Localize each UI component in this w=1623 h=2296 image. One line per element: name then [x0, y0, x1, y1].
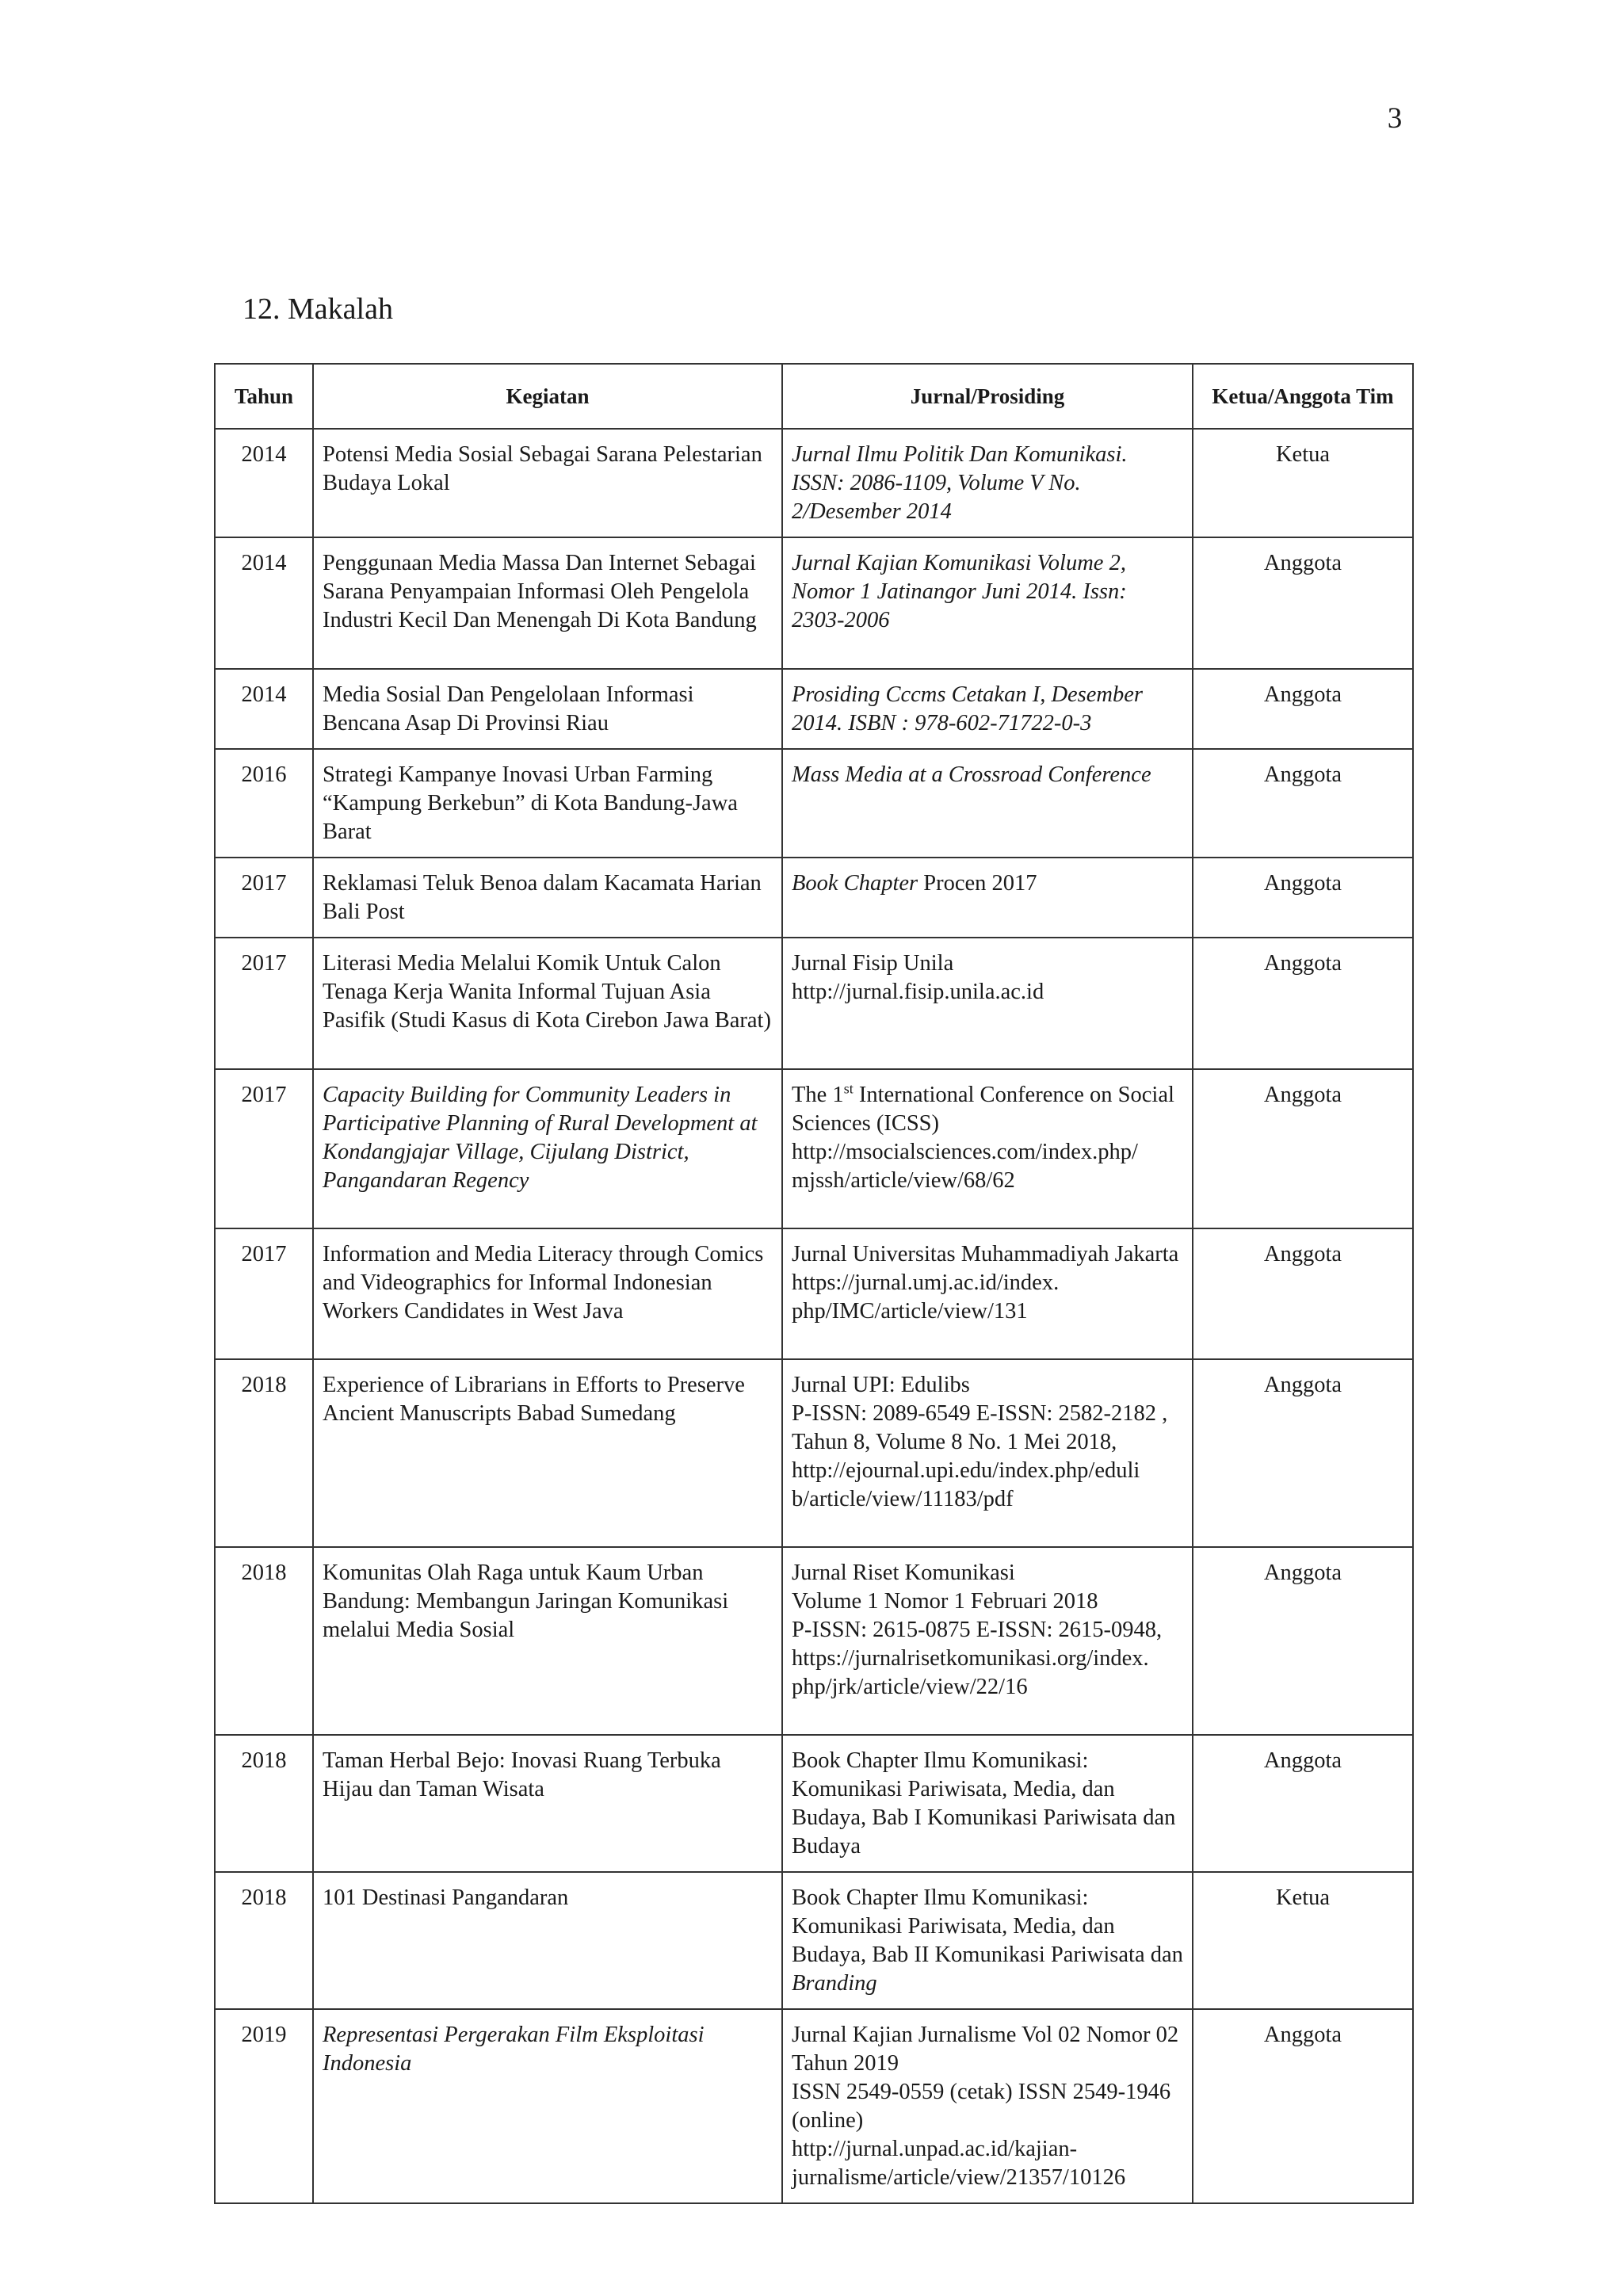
cell-year: 2019 [215, 2009, 313, 2203]
table-row [215, 1735, 1413, 1872]
table-row [215, 1359, 1413, 1547]
journal-issn: ISSN 2549-0559 (cetak) ISSN 2549-1946 (online) [792, 2080, 1171, 2133]
publications-table [214, 363, 1414, 2204]
cell-role: Ketua [1193, 429, 1413, 537]
header-role: Ketua/Anggota Tim [1193, 364, 1413, 429]
cell-year: 2018 [215, 1359, 313, 1547]
journal-pre: The 1 [792, 1083, 844, 1107]
journal-issn: P-ISSN: 2089-6549 E-ISSN: 2582-2182 , Tahun 8, Volume 8 No. 1 Mei 2018, [792, 1401, 1168, 1454]
cell-role: Anggota [1193, 1547, 1413, 1735]
cell-role: Anggota [1193, 1069, 1413, 1228]
cell-activity: 101 Destinasi Pangandaran [313, 1872, 782, 2009]
cell-activity: Media Sosial Dan Pengelolaan Informasi Bencana Asap Di Provinsi Riau [313, 669, 782, 749]
journal-pre: Book Chapter Ilmu Komunikasi: Komunikasi Pariwisata, Media, dan Budaya, Bab II Komunikasi Pariwisata dan [792, 1885, 1183, 1967]
table-row [215, 429, 1413, 537]
journal-superscript: st [843, 1080, 854, 1097]
cell-year: 2014 [215, 669, 313, 749]
cell-activity: Information and Media Literacy through Comics and Videographics for Informal Indonesian Workers Candidates in West Java [313, 1228, 782, 1359]
table-row [215, 1069, 1413, 1228]
cell-journal: Jurnal Ilmu Politik Dan Komunikasi. ISSN: 2086-1109, Volume V No. 2/Desember 2014 [782, 429, 1193, 537]
cell-role: Anggota [1193, 2009, 1413, 2203]
cell-activity: Capacity Building for Community Leaders in Participative Planning of Rural Development at Kondangjajar Village, Cijulang District, Pangandaran Regency [313, 1069, 782, 1228]
section-title: 12. Makalah [242, 292, 393, 326]
cell-journal [782, 1872, 1193, 2009]
journal-url: https://jurnal.umj.ac.id/index. php/IMC/article/view/131 [792, 1270, 1060, 1324]
table-row [215, 2009, 1413, 2203]
cell-role: Anggota [1193, 669, 1413, 749]
cell-journal: Jurnal Kajian Komunikasi Volume 2, Nomor 1 Jatinangor Juni 2014. Issn: 2303-2006 [782, 537, 1193, 669]
cell-role: Anggota [1193, 858, 1413, 938]
table-row [215, 938, 1413, 1069]
cell-activity: Experience of Librarians in Efforts to Preserve Ancient Manuscripts Babad Sumedang [313, 1359, 782, 1547]
header-journal: Jurnal/Prosiding [782, 364, 1193, 429]
cell-activity: Taman Herbal Bejo: Inovasi Ruang Terbuka Hijau dan Taman Wisata [313, 1735, 782, 1872]
cell-journal [782, 858, 1193, 938]
cell-year: 2017 [215, 1228, 313, 1359]
journal-issn: P-ISSN: 2615-0875 E-ISSN: 2615-0948, [792, 1618, 1163, 1642]
page-number: 3 [1387, 102, 1403, 135]
cell-role: Anggota [1193, 537, 1413, 669]
journal-line: Jurnal UPI: Edulibs [792, 1373, 970, 1397]
journal-url: http://jurnal.unpad.ac.id/kajian-jurnalisme/article/view/21357/10126 [792, 2137, 1126, 2190]
cell-journal [782, 2009, 1193, 2203]
cell-journal [782, 1547, 1193, 1735]
table-header-row [215, 364, 1413, 429]
journal-line: Jurnal Fisip Unila [792, 951, 954, 976]
table-row [215, 749, 1413, 858]
journal-url: http://ejournal.upi.edu/index.php/eduli b/article/view/11183/pdf [792, 1458, 1140, 1511]
cell-journal [782, 938, 1193, 1069]
cell-activity: Strategi Kampanye Inovasi Urban Farming “Kampung Berkebun” di Kota Bandung-Jawa Barat [313, 749, 782, 858]
table-row [215, 1547, 1413, 1735]
journal-line: Jurnal Riset Komunikasi [792, 1561, 1015, 1585]
journal-url: http://jurnal.fisip.unila.ac.id [792, 980, 1044, 1004]
cell-activity: Representasi Pergerakan Film Eksploitasi Indonesia [313, 2009, 782, 2203]
journal-line: Jurnal Universitas Muhammadiyah Jakarta [792, 1242, 1179, 1266]
cell-journal [782, 1359, 1193, 1547]
cell-year: 2017 [215, 1069, 313, 1228]
cell-year: 2014 [215, 537, 313, 669]
cell-year: 2014 [215, 429, 313, 537]
cell-year: 2017 [215, 858, 313, 938]
cell-role: Anggota [1193, 1735, 1413, 1872]
cell-activity: Reklamasi Teluk Benoa dalam Kacamata Harian Bali Post [313, 858, 782, 938]
journal-url: https://jurnalrisetkomunikasi.org/index. php/jrk/article/view/22/16 [792, 1646, 1149, 1699]
cell-role: Ketua [1193, 1872, 1413, 2009]
table-row [215, 537, 1413, 669]
cell-role: Anggota [1193, 938, 1413, 1069]
cell-journal [782, 1069, 1193, 1228]
cell-year: 2016 [215, 749, 313, 858]
journal-line: Jurnal Kajian Jurnalisme Vol 02 Nomor 02 Tahun 2019 [792, 2023, 1179, 2076]
cell-journal: Prosiding Cccms Cetakan I, Desember 2014. ISBN : 978-602-71722-0-3 [782, 669, 1193, 749]
cell-activity: Literasi Media Melalui Komik Untuk Calon Tenaga Kerja Wanita Informal Tujuan Asia Pasifik (Studi Kasus di Kota Cirebon Jawa Barat) [313, 938, 782, 1069]
cell-role: Anggota [1193, 749, 1413, 858]
cell-journal: Mass Media at a Crossroad Conference [782, 749, 1193, 858]
cell-activity: Potensi Media Sosial Sebagai Sarana Pelestarian Budaya Lokal [313, 429, 782, 537]
cell-activity: Penggunaan Media Massa Dan Internet Sebagai Sarana Penyampaian Informasi Oleh Pengelola Industri Kecil Dan Menengah Di Kota Bandung [313, 537, 782, 669]
cell-role: Anggota [1193, 1359, 1413, 1547]
cell-journal [782, 1228, 1193, 1359]
journal-italic-part: Book Chapter [792, 871, 918, 896]
cell-year: 2017 [215, 938, 313, 1069]
header-activity: Kegiatan [313, 364, 782, 429]
table-row [215, 669, 1413, 749]
journal-rest-part: Procen 2017 [918, 871, 1037, 896]
journal-post: International Conference on Social Sciences (ICSS) http://msocialsciences.com/index.php/ mjssh/article/view/68/62 [792, 1083, 1174, 1193]
cell-year: 2018 [215, 1735, 313, 1872]
cell-journal: Book Chapter Ilmu Komunikasi: Komunikasi Pariwisata, Media, dan Budaya, Bab I Komunikasi Pariwisata dan Budaya [782, 1735, 1193, 1872]
publications-table-container [214, 363, 1412, 2204]
cell-role: Anggota [1193, 1228, 1413, 1359]
journal-italic-part: Branding [792, 1971, 877, 1996]
cell-activity: Komunitas Olah Raga untuk Kaum Urban Bandung: Membangun Jaringan Komunikasi melalui Media Sosial [313, 1547, 782, 1735]
table-row [215, 858, 1413, 938]
cell-year: 2018 [215, 1872, 313, 2009]
header-year: Tahun [215, 364, 313, 429]
table-row [215, 1228, 1413, 1359]
table-row [215, 1872, 1413, 2009]
journal-volume: Volume 1 Nomor 1 Februari 2018 [792, 1589, 1098, 1614]
cell-year: 2018 [215, 1547, 313, 1735]
